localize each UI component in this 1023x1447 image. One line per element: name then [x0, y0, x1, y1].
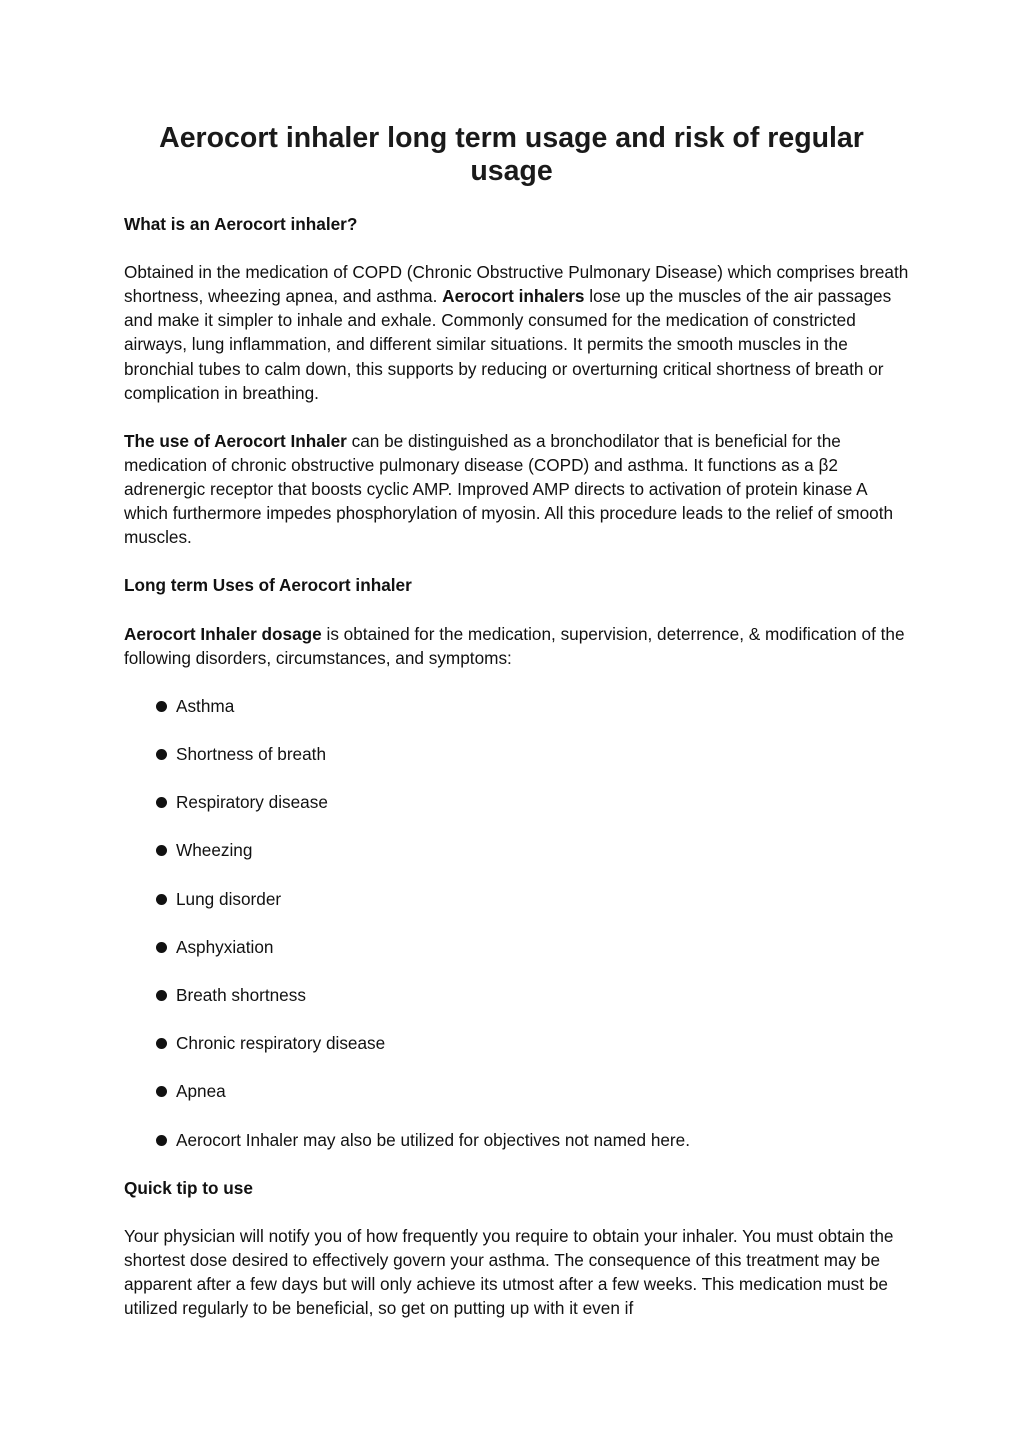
paragraph-dosage-text: is obtained for the medication, supervision, deterrence, & modification of the following disorders, circumstances, and symptoms:	[124, 623, 905, 668]
list-item-label: Wheezing	[176, 840, 253, 861]
paragraph-intro-bold: Aerocort inhalers	[442, 286, 585, 307]
list-item	[156, 887, 914, 911]
document-body	[124, 212, 914, 1344]
list-item	[156, 1031, 914, 1055]
list-item	[156, 983, 914, 1007]
bullet-icon	[156, 990, 167, 1001]
list-item-label: Chronic respiratory disease	[176, 1033, 386, 1054]
section-heading-what-is: What is an Aerocort inhaler?	[124, 214, 358, 234]
bullet-icon	[156, 797, 167, 808]
list-item	[156, 1079, 914, 1103]
paragraph-dosage	[124, 622, 914, 670]
list-item-label: Shortness of breath	[176, 744, 327, 765]
list-item	[156, 790, 914, 814]
paragraph-use	[124, 429, 914, 549]
list-item	[156, 935, 914, 959]
list-item-label: Asthma	[176, 695, 235, 716]
section-heading-long-term: Long term Uses of Aerocort inhaler	[124, 575, 412, 596]
bullet-icon	[156, 1135, 167, 1146]
paragraph-dosage-bold: Aerocort Inhaler dosage	[124, 623, 322, 644]
paragraph-intro-text-a: Obtained in the medication of COPD (Chronic Obstructive Pulmonary Disease) which comprises breath shortness, wheezing apnea, and asthma.	[124, 262, 909, 307]
paragraph-quick-tip: Your physician will notify you of how frequently you require to obtain your inhaler. You must obtain the shortest dose desired to effectively govern your asthma. The consequence of this treatment may be apparent after a few days but will only achieve its utmost after a few weeks. This medication must be utilized regularly to be beneficial, so get on putting up with it even if	[124, 1225, 894, 1319]
section-heading-quick-tip: Quick tip to use	[124, 1177, 253, 1198]
list-item-label: Respiratory disease	[176, 792, 328, 813]
bullet-icon	[156, 942, 167, 953]
conditions-list	[124, 694, 914, 1152]
list-item	[156, 1128, 914, 1152]
list-item-label: Asphyxiation	[176, 936, 274, 957]
document-title: Aerocort inhaler long term usage and risk of regular usage	[159, 122, 864, 187]
bullet-icon	[156, 894, 167, 905]
bullet-icon	[156, 845, 167, 856]
list-item-label: Apnea	[176, 1081, 226, 1102]
list-item	[156, 694, 914, 718]
bullet-icon	[156, 749, 167, 760]
paragraph-intro-text-b: lose up the muscles of the air passages and make it simpler to inhale and exhale. Commonly consumed for the medication of constricted airways, lung inflammation, and different similar situations. It permits the smooth muscles in the bronchial tubes to calm down, this supports by reducing or overturning critical shortness of breath or complication in breathing.	[124, 286, 892, 403]
bullet-icon	[156, 1038, 167, 1049]
paragraph-intro	[124, 260, 914, 405]
paragraph-use-bold: The use of Aerocort Inhaler	[124, 430, 347, 451]
list-item-label: Aerocort Inhaler may also be utilized for objectives not named here.	[176, 1129, 690, 1150]
bullet-icon	[156, 1086, 167, 1097]
list-item	[156, 838, 914, 862]
list-item-label: Breath shortness	[176, 985, 306, 1005]
bullet-icon	[156, 701, 167, 712]
list-item	[156, 742, 914, 766]
list-item-label: Lung disorder	[176, 888, 282, 909]
paragraph-use-text: can be distinguished as a bronchodilator that is beneficial for the medication of chronic obstructive pulmonary disease (COPD) and asthma. It functions as a β2 adrenergic receptor that boosts cyclic AMP. Improved AMP directs to activation of protein kinase A which furthermore impedes phosphorylation of myosin. All this procedure leads to the relief of smooth muscles.	[124, 430, 894, 548]
